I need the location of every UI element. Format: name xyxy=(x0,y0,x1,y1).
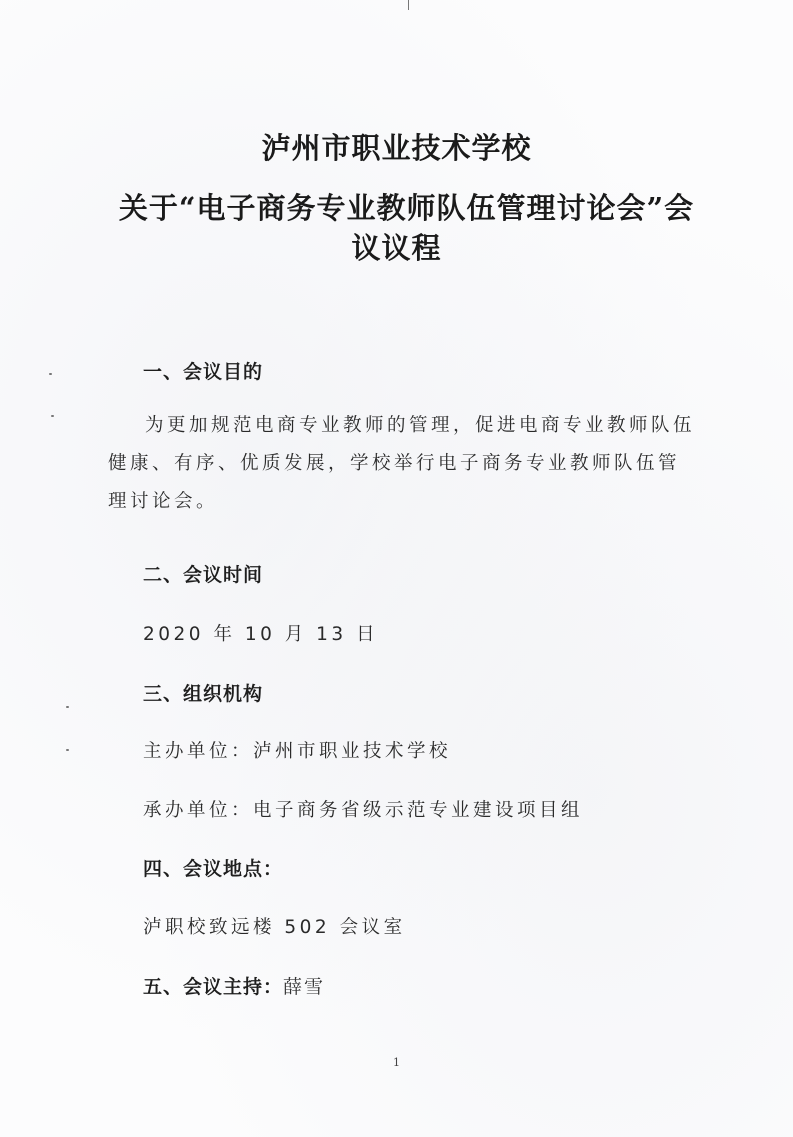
section-heading-time: 二、会议时间 xyxy=(143,564,264,586)
document-title-line-2: 关于“电子商务专业教师队伍管理讨论会”会 xyxy=(118,191,695,225)
section-heading-host xyxy=(143,972,325,999)
section-heading-location: 四、会议地点： xyxy=(143,858,284,880)
section-heading-organization: 三、组织机构 xyxy=(143,683,264,705)
scan-mark xyxy=(408,0,409,10)
section-heading-purpose: 一、会议目的 xyxy=(143,361,264,383)
scan-speck xyxy=(66,706,69,708)
page-number: 1 xyxy=(393,1056,400,1069)
section-body-location: 泸职校致远楼 502 会议室 xyxy=(143,917,406,938)
section-body-purpose: 为更加规范电商专业教师的管理，促进电商专业教师队伍健康、有序、优质发展，学校举行电子商务专业教师队伍管理讨论会。 xyxy=(108,415,696,512)
co-organizer-line: 承办单位：电子商务省级示范专业建设项目组 xyxy=(143,800,584,821)
document-title-line-3: 议议程 xyxy=(351,231,442,265)
scan-speck xyxy=(51,415,54,417)
host-name: 薛雪 xyxy=(283,976,326,998)
scan-speck xyxy=(49,373,52,375)
host-label: 五、会议主持： xyxy=(143,976,284,998)
section-body-time: 2020 年 10 月 13 日 xyxy=(143,624,379,645)
organizer-line: 主办单位：泸州市职业技术学校 xyxy=(143,741,452,762)
document-title-line-1: 泸州市职业技术学校 xyxy=(261,131,532,165)
scan-speck xyxy=(66,749,69,751)
